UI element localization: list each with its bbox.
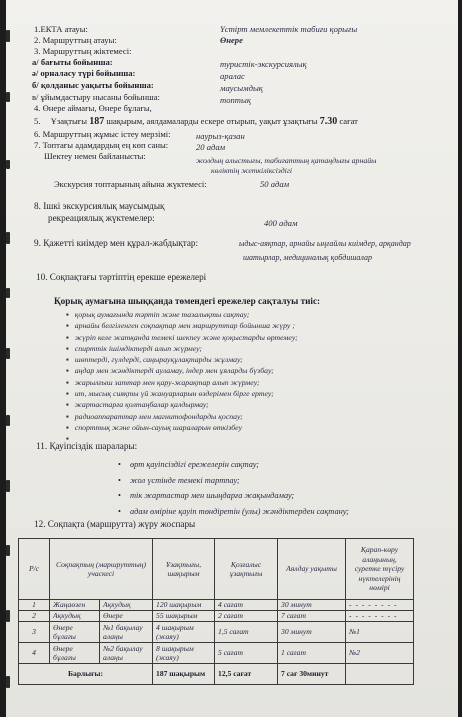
field-label: б/ қолданыс уақыты бойынша: [32,80,154,90]
punch-hole [6,676,10,688]
route-plan-table [18,538,414,685]
table-cell: 4 [19,643,50,664]
field-value: 50 адам [260,179,290,189]
list-item: ▪ аңдар мен жәндіктерді ауламау, індер мен ұяларды бүзбау; [66,365,298,376]
list-item: ▪ радиоаппараттар мен магнитофондарды қоспау; [66,411,298,422]
table-cell: №2 [346,643,414,664]
field-value: топтық [220,95,251,105]
punch-hole [6,288,10,298]
field-value: жолдың алыстығы, табиғаттың қатаңдығы арнайы [196,156,377,165]
list-item: • адам өміріне қауіп төндіретін (улы) жәндіктерден сақтану; [118,504,349,520]
table-cell: 7 сағ 30минут [278,664,346,685]
list-item: ▪ жүріп келе жатқанда темекі шекпеу және қоқыстарды өртемеу; [66,332,298,343]
table-cell: 55 шақырым [153,611,215,622]
table-cell: Барлығы: [19,664,153,685]
table-cell: №2 бақылау алаңы [100,643,153,664]
table-cell: 5 сағат [215,643,278,664]
table-cell: 2 [19,611,50,622]
punch-hole [6,545,10,556]
table-cell: 4 шақырым (жаяу) [153,622,215,643]
table-cell: 1 [19,600,50,611]
field-value: туристік-экскурсиялық [220,59,307,69]
table-cell: Ақкудық [100,600,153,611]
duration-line: 5. Ұзақтығы 187 шақырым, аялдамаларды ескере отырып, уақыт ұзақтығы 7.30 сағат [34,116,358,127]
field-value: наурыз-қазан [196,131,245,141]
field-label: 1.ЕКТА атауы: [34,24,88,34]
list-item: ▪ шөптерді, гүлдерді, саңырауқұлақтарды жұлмау; [66,354,298,365]
list-item: ▪ спирттік ішімдіктерді алып жүрмеу; [66,343,298,354]
column-header: Ұзақтығы, шақырым [153,539,215,600]
list-item: • өрт қауіпсіздігі ережелерін сақтау; [118,457,349,473]
punch-hole [6,480,10,492]
table-cell: №1 [346,622,414,643]
table-cell: Өнере бұлағы [50,643,100,664]
punch-hole [6,348,10,359]
table-cell: - - - - - - - - [346,600,414,611]
table-cell: - - - - - - - - [346,611,414,622]
column-header: Соқпақтың (маршруттың) учаскесі [50,539,153,600]
field-value: Өнере [220,35,243,45]
column-header: Қарап-көру алаңының, суретке түсіру нүктелерінің нөмірі [346,539,414,600]
field-label: 7. Топтағы адамдардың ең көп саны: [34,140,169,150]
column-header: Р/с [19,539,50,600]
table-cell: Жаңаөзен [50,600,100,611]
table-cell: 30 минут [278,622,346,643]
section-9-value: ыдыс-аяқтар, арнайы ыңғайлы киімдер, арқандар [239,239,411,248]
table-cell: Өнере бұлағы [50,622,100,643]
list-item: ▪ қорық аумағында тәртіп және тазалықты сақтау; [66,309,298,320]
list-item: ▪ жартастарға қолтаңбалар қалдырмау; [66,399,298,410]
table-cell: 2 сағат [215,611,278,622]
field-label: 2. Маршруттың атауы: [34,35,117,45]
list-item: ▪ спорттық және ойын-сауық шараларын өткізбеу [66,422,298,433]
table-row [19,611,414,622]
table-cell: 187 шақырым [153,664,215,685]
field-value: Үстірт мемлекеттік табиғи қорығы [220,24,358,34]
punch-hole [6,92,10,102]
section-8-value: 400 адам [264,218,298,228]
field-value: маусымдық [220,83,263,93]
punch-hole [6,30,10,42]
list-item: • тік жартастар мен шыңдарға жақындамау; [118,488,349,504]
table-cell: 30 минут [278,600,346,611]
section-8-title: рекреациялық жүктемелер: [48,213,155,223]
punch-hole [6,610,10,622]
table-row [19,643,414,664]
section-8-title: 8. Ішкі экскурсиялық маусымдық [34,201,165,211]
list-item: • жол үстінде темекі тартпау; [118,473,349,489]
table-cell: 1,5 сағат [215,622,278,643]
field-label: Экскурсия топтарының айына жүктемесі: [54,179,207,189]
table-cell: 3 [19,622,50,643]
section-11-title: 11. Қауіпсіздік шаралары: [36,441,138,451]
safety-list [118,457,349,519]
field-label: Шектеу немен байланысты: [44,151,146,161]
field-label: ә/ орналасу түрі бойынша: [32,68,136,78]
table-row [19,622,414,643]
list-item: ▪ ит, мысық сияқты үй жануарларын өздерімен бірге ертеу; [66,388,298,399]
field-value: аралас [220,71,245,81]
rules-list [66,309,298,445]
table-cell: 1 сағат [278,643,346,664]
table-cell: 12,5 сағат [215,664,278,685]
table-cell: 120 шақырым [153,600,215,611]
section-9-title: 9. Қажетті киімдер мен құрал-жабдықтар: [34,238,199,248]
document-page [6,0,458,717]
table-total-row [19,664,414,685]
table-cell: Өнере [100,611,153,622]
punch-hole [6,415,10,426]
table-cell: 7 сағат [278,611,346,622]
table-cell: 8 шақырым (жаяу) [153,643,215,664]
column-header: Қозғалыс ұзақтығы [215,539,278,600]
section-12-title: 12. Соқпақта (маршрутта) жүру жоспары [34,519,196,529]
table-cell [346,664,414,685]
section-9-value: шатырлар, медициналық қобдишалар [243,253,372,262]
table-cell: Ақкудық [50,611,100,622]
table-header-row [19,539,414,600]
list-item: ▪ жарылғыш заттар мен қару-жарақтар алып жүрмеу; [66,377,298,388]
table-cell: №1 бақылау алаңы [100,622,153,643]
section-10-title: 10. Соқпақтағы тәртіптің ерекше ережелері [36,272,207,282]
field-value: көліктің жеткіліксіздігі [211,166,293,175]
table-cell: 4 сағат [215,600,278,611]
field-label: 6. Маршруттың жұмыс істеу мерзімі: [34,129,171,139]
field-label: 4. Өнере аймағы, Өнере бұлағы, [34,103,152,113]
field-label: 3. Маршруттың жіктемесі: [34,46,132,56]
table-row [19,600,414,611]
field-value: 20 адам [196,142,226,152]
field-label: а/ бағыты бойынша: [32,57,113,67]
field-label: в/ ұйымдастыру нысаны бойынша: [32,92,160,102]
list-item: ▪ арнайы белгіленген соқпақтар мен маршруттар бойынша жүру ; [66,320,298,331]
column-header: Аялдау уақыты [278,539,346,600]
punch-hole [6,160,10,169]
punch-hole [6,232,10,244]
section-10-subtitle: Қорық аумағына шыққанда төмендегі ережелер сақталуы тиіс: [54,296,321,306]
